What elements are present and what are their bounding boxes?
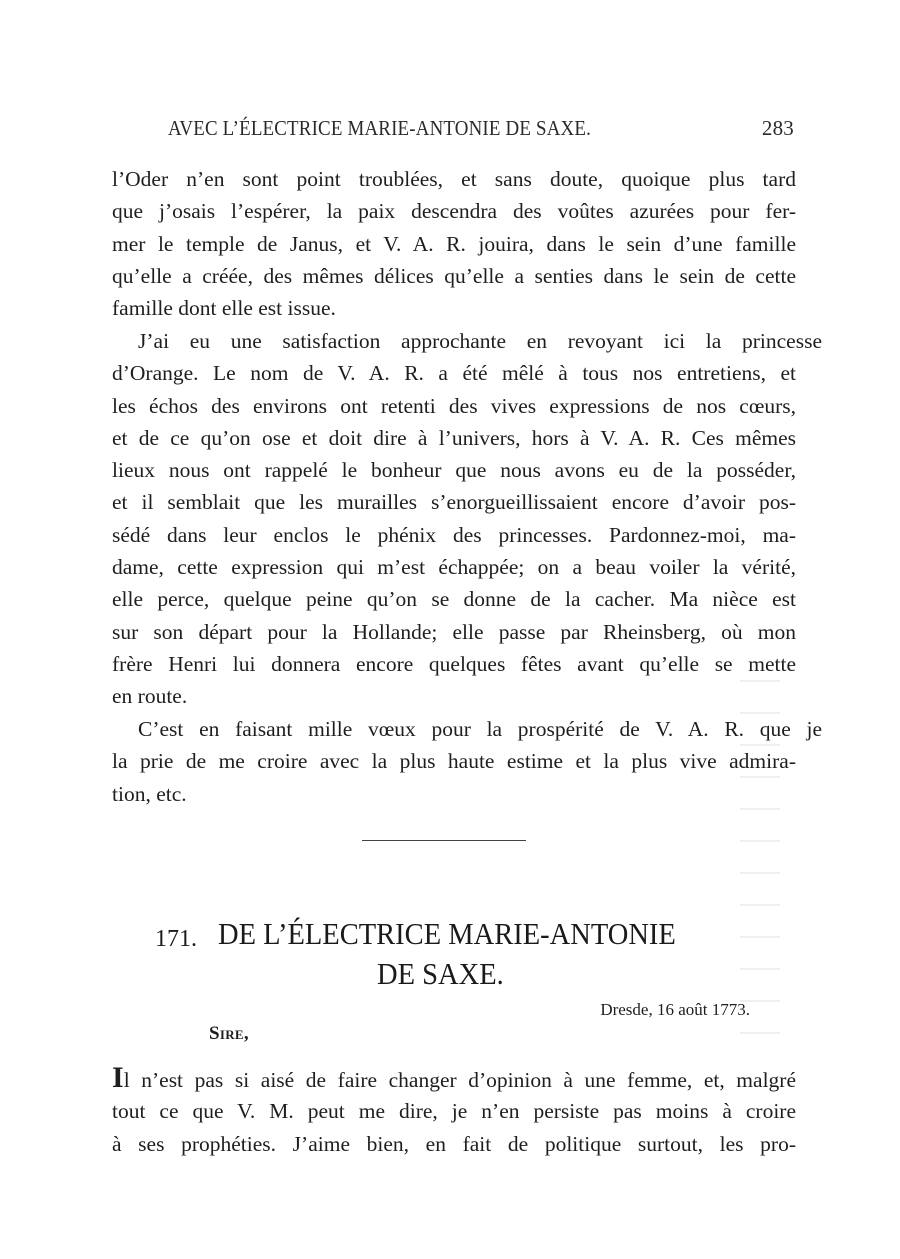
letter-170-paragraph-1 xyxy=(112,163,796,324)
text-line: frère Henri lui donnera encore quelques fêtes avant qu’elle se mette xyxy=(112,651,796,676)
text-line: tion, etc. xyxy=(112,781,187,806)
text-line: sur son départ pour la Hollande; elle passe par Rheinsberg, où mon xyxy=(112,619,796,644)
first-line-text: l n’est pas si aisé de faire changer d’opinion à une femme, et, malgré xyxy=(123,1068,796,1092)
text-line: sédé dans leur enclos le phénix des princesses. Pardonnez-moi, ma- xyxy=(112,522,796,547)
text-line: d’Orange. Le nom de V. A. R. a été mêlé à tous nos entretiens, et xyxy=(112,361,796,386)
section-divider-rule xyxy=(362,840,526,841)
text-line: C’est en faisant mille vœux pour la prospérité de V. A. R. que je xyxy=(138,717,822,741)
text-line: mer le temple de Janus, et V. A. R. jouira, dans le sein d’une famille xyxy=(112,231,796,256)
letter-heading-line-1: DE L’ÉLECTRICE MARIE-ANTONIE xyxy=(218,916,676,951)
letter-heading-line-2: DE SAXE. xyxy=(377,956,504,991)
letter-170-paragraph-3 xyxy=(112,713,822,810)
text-line: tout ce que V. M. peut me dire, je n’en persiste pas moins à croire xyxy=(112,1099,796,1124)
text-line: dame, cette expression qui m’est échappée; on a beau voiler la vérité, xyxy=(112,555,796,580)
letter-dateline: Dresde, 16 août 1773. xyxy=(600,1000,750,1019)
text-line: J’ai eu une satisfaction approchante en revoyant ici la princesse xyxy=(138,329,822,353)
text-line: elle perce, quelque peine qu’on se donne de la cacher. Ma nièce est xyxy=(112,587,796,612)
drop-cap: I xyxy=(112,1061,124,1094)
text-line: que j’osais l’espérer, la paix descendra des voûtes azurées pour fer- xyxy=(112,199,796,224)
text-line: l’Oder n’en sont point troublées, et sans doute, quoique plus tard xyxy=(112,167,796,191)
letter-170-paragraph-2 xyxy=(112,325,822,713)
text-line: les échos des environs ont retenti des vives expressions de nos cœurs, xyxy=(112,393,796,418)
letter-number: 171. xyxy=(155,926,197,952)
text-line: en route. xyxy=(112,684,188,709)
letter-171-body xyxy=(112,1063,796,1160)
text-line: et il semblait que les murailles s’enorgueillissaient encore d’avoir pos- xyxy=(112,490,796,515)
text-line: qu’elle a créée, des mêmes délices qu’elle a senties dans le sein de cette xyxy=(112,263,796,288)
text-line: famille dont elle est issue. xyxy=(112,296,336,321)
running-head-title: AVEC L’ÉLECTRICE MARIE-ANTONIE DE SAXE. xyxy=(168,116,591,140)
text-line: et de ce qu’on ose et doit dire à l’univers, hors à V. A. R. Ces mêmes xyxy=(112,425,796,450)
text-line: à ses prophéties. J’aime bien, en fait de politique surtout, les pro- xyxy=(112,1131,796,1156)
text-line: la prie de me croire avec la plus haute estime et la plus vive admira- xyxy=(112,749,796,774)
text-line: lieux nous ont rappelé le bonheur que nous avons eu de la posséder, xyxy=(112,458,796,483)
page-number: 283 xyxy=(761,116,794,140)
letter-salutation: Sire, xyxy=(209,1023,249,1044)
text-line-first xyxy=(112,1063,796,1095)
